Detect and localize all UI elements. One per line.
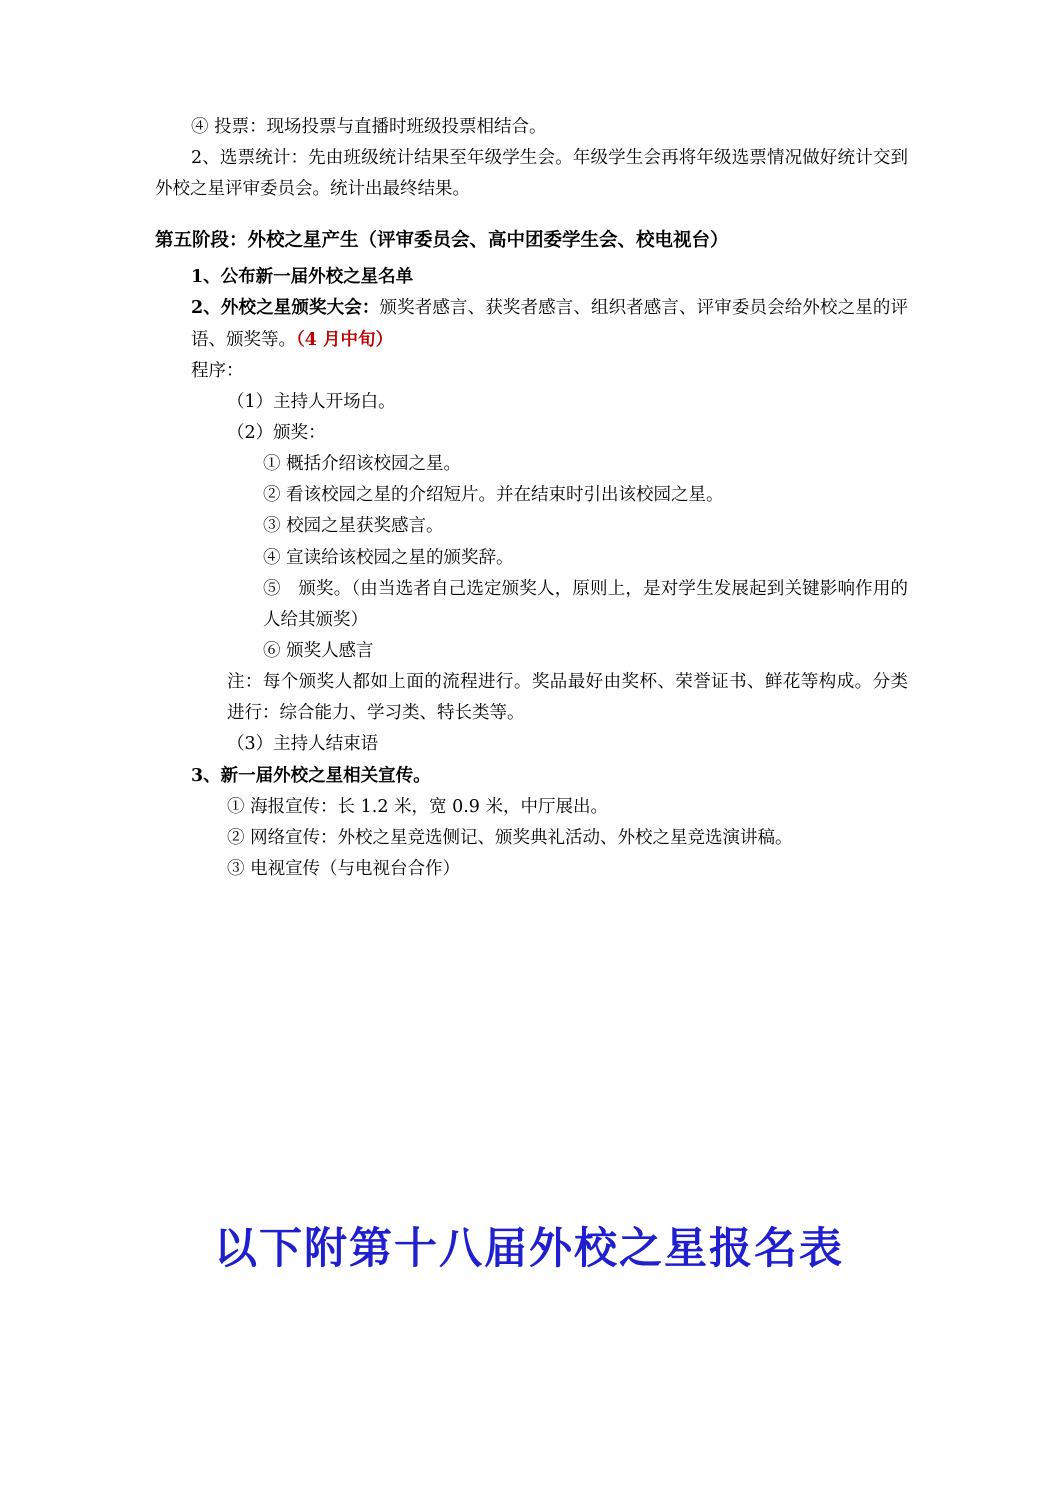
item-award-ceremony xyxy=(155,293,908,355)
item-publicity: 3、新一届外校之星相关宣传。 xyxy=(191,765,431,786)
section-heading-phase-five: 第五阶段：外校之星产生（评审委员会、高中团委学生会、校电视台） xyxy=(155,230,729,252)
procedure-step-3: （3）主持人结束语 xyxy=(227,734,379,755)
label-procedure: 程序： xyxy=(191,360,244,381)
item-announce-list: 1、公布新一届外校之星名单 xyxy=(191,267,414,288)
publicity-poster: ① 海报宣传：长 1.2 米，宽 0.9 米，中厅展出。 xyxy=(227,796,608,817)
item-award-ceremony-detail: 颁奖者感言、获奖者感言、组织者感言、评审委员会给外校之星的评语、颁奖等。 xyxy=(191,298,908,350)
publicity-tv: ③ 电视宣传（与电视台合作） xyxy=(227,859,461,880)
item-award-ceremony-label: 2、外校之星颁奖大会： xyxy=(191,298,380,319)
award-substep-5: ⑤ 颁奖。（由当选者自己选定颁奖人，原则上，是对学生发展起到关键影响作用的人给其颁奖） xyxy=(263,578,908,630)
procedure-step-1: （1）主持人开场白。 xyxy=(227,391,396,412)
procedure-step-2: （2）颁奖： xyxy=(227,423,326,444)
award-substep-4: ④ 宣读给该校园之星的颁奖辞。 xyxy=(263,547,514,568)
document-body xyxy=(155,112,908,885)
award-substep-1: ① 概括介绍该校园之星。 xyxy=(263,454,462,475)
paragraph-vote-method: ④ 投票：现场投票与直播时班级投票相结合。 xyxy=(191,117,547,137)
attachment-banner-title: 以下附第十八届外校之星报名表 xyxy=(214,1224,844,1274)
paragraph-ballot-statistics: 2、选票统计：先由班级统计结果至年级学生会。年级学生会再将年级选票情况做好统计交到外校之星评审委员会。统计出最终结果。 xyxy=(155,148,908,200)
note-award-flow: 注：每个颁奖人都如上面的流程进行。奖品最好由奖杯、荣誉证书、鲜花等构成。分类进行：综合能力、学习类、特长类等。 xyxy=(227,672,908,724)
item-award-ceremony-date: （4 月中旬） xyxy=(296,329,394,350)
award-substep-3: ③ 校园之星获奖感言。 xyxy=(263,516,444,537)
award-substep-6: ⑥ 颁奖人感言 xyxy=(263,641,374,662)
publicity-online: ② 网络宣传：外校之星竞选侧记、颁奖典礼活动、外校之星竞选演讲稿。 xyxy=(227,827,793,848)
award-substep-2: ② 看该校园之星的介绍短片。并在结束时引出该校园之星。 xyxy=(263,485,724,506)
